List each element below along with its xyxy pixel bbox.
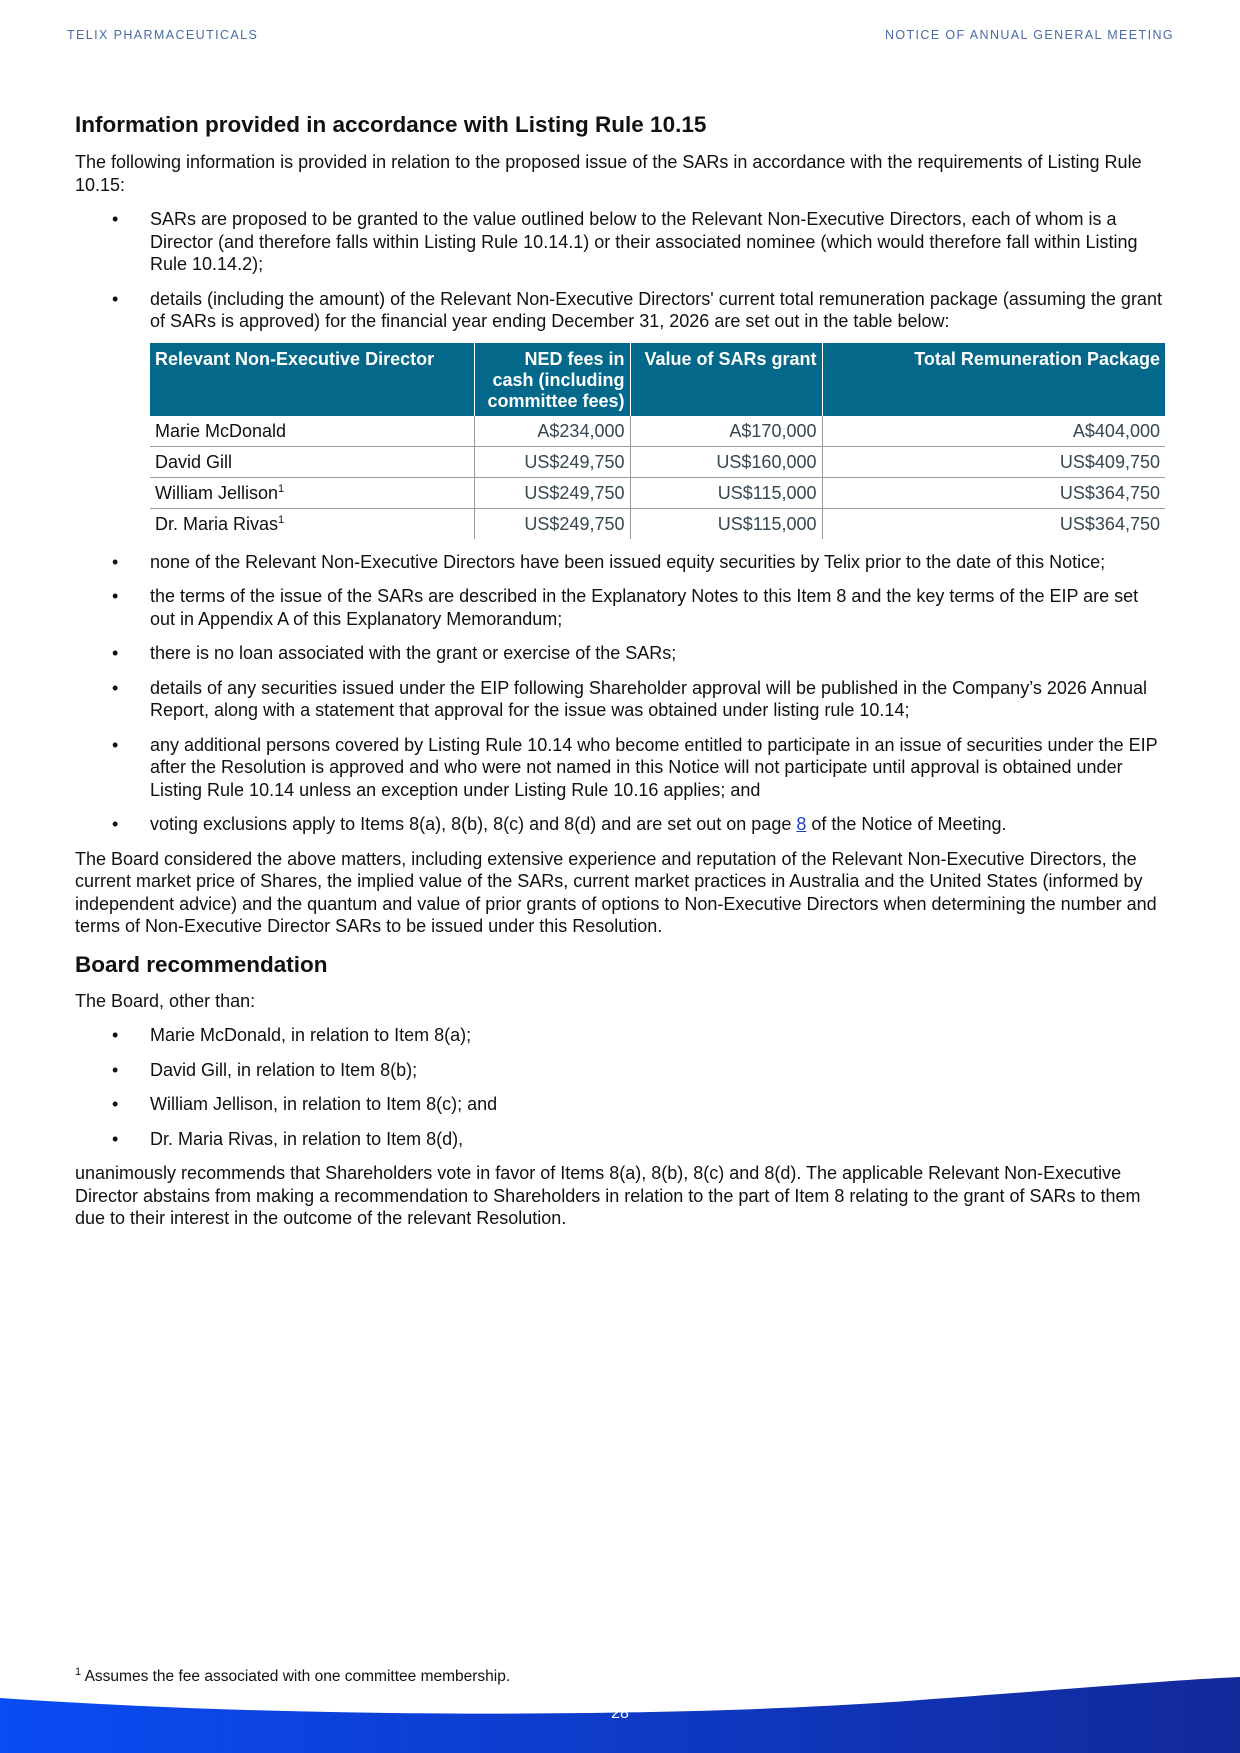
director-exception-list	[75, 1024, 1165, 1150]
sars-value-cell: US$115,000	[630, 477, 822, 508]
bullet-icon: •	[112, 1025, 119, 1045]
list-item	[75, 585, 1165, 630]
list-item	[75, 1093, 1165, 1116]
column-header-director: Relevant Non-Executive Director	[150, 343, 474, 416]
footnote: $^1$ Assumes the fee associated with one committee membership.	[75, 1665, 511, 1685]
bullet-icon: •	[112, 288, 119, 309]
list-item-text: the terms of the issue of the SARs are described in the Explanatory Notes to this Item 8 and the key terms of the EIP are set out in Appendix A of this Explanatory Memorandum;	[150, 586, 1139, 629]
ned-fees-cell: US$249,750	[474, 508, 630, 539]
bullet-icon: •	[112, 1094, 119, 1114]
section-heading-board-recommendation: Board recommendation	[75, 951, 328, 977]
bullet-icon: •	[112, 814, 119, 834]
footnote-marker: 1	[278, 482, 285, 495]
footnote-marker: 1	[278, 513, 285, 526]
ned-fees-cell: A$234,000	[474, 416, 630, 447]
director-name-cell: Dr. Maria Rivas$^1$	[155, 513, 285, 534]
list-item	[75, 642, 1165, 665]
board-intro-paragraph: The Board, other than:	[75, 990, 256, 1011]
list-item-text: William Jellison, in relation to Item 8(c); and	[150, 1094, 498, 1114]
total-cell: A$404,000	[822, 416, 1165, 447]
sars-value-cell: US$160,000	[630, 446, 822, 477]
list-item	[75, 1059, 1165, 1082]
list-item	[75, 677, 1165, 722]
section-heading-listing-rule: Information provided in accordance with Listing Rule 10.15	[75, 112, 707, 137]
list-item	[75, 208, 1165, 276]
list-item	[75, 288, 1165, 333]
board-considerations-paragraph: The Board considered the above matters, including extensive experience and reputation of the Relevant Non-Executive Directors, the current market price of Shares, the implied value of the SARs, current market practices in Australia and the United States (informed by independent advice) and the quantum and value of prior grants of options to Non-Executive Directors when determining the number and terms of Non-Executive Director SARs to be issued under this Resolution.	[75, 848, 1157, 936]
list-item-text: there is no loan associated with the grant or exercise of the SARs;	[150, 643, 677, 663]
remuneration-table	[150, 343, 1165, 539]
list-item	[75, 1024, 1165, 1047]
list-item-text: none of the Relevant Non-Executive Directors have been issued equity securities by Telix prior to the date of this Notice;	[150, 551, 1106, 572]
bullet-icon: •	[112, 643, 119, 663]
list-item	[75, 551, 1165, 574]
bullet-icon: •	[112, 1059, 119, 1080]
total-cell: US$409,750	[822, 446, 1165, 477]
list-item-text: any additional persons covered by Listing Rule 10.14 who become entitled to participate in an issue of securities under the EIP after the Resolution is approved and who were not named in this Notice will not participate until approval is obtained under Listing Rule 10.14 unless an exception under Listing Rule 10.16 applies; and	[150, 734, 1158, 800]
list-item-text: SARs are proposed to be granted to the value outlined below to the Relevant Non-Executive Directors, each of whom is a Director (and therefore falls within Listing Rule 10.14.1) or their associated nominee (which would therefore fall within Listing Rule 10.14.2);	[150, 209, 1138, 274]
director-name-cell: William Jellison$^1$	[150, 477, 474, 508]
bullet-icon: •	[112, 734, 119, 755]
ned-fees-cell: US$249,750	[474, 446, 630, 477]
column-header-ned-fees: NED fees in cash (including committee fees)	[474, 343, 630, 416]
footnote-marker: 1	[75, 1665, 82, 1678]
list-item	[75, 1128, 1165, 1151]
total-cell: US$364,750	[822, 477, 1165, 508]
running-header	[67, 28, 1174, 42]
column-header-sars-value: Value of SARs grant	[630, 343, 822, 416]
info-bullet-list-continued	[75, 551, 1165, 836]
total-cell: US$364,750	[822, 508, 1165, 539]
info-bullet-list	[75, 208, 1165, 333]
bullet-icon: •	[112, 677, 119, 698]
list-item-text: Marie McDonald, in relation to Item 8(a);	[150, 1025, 472, 1045]
director-name-cell: David Gill	[150, 446, 474, 477]
sars-value-cell: A$170,000	[630, 416, 822, 447]
table-row	[150, 446, 1165, 477]
ned-fees-cell: US$249,750	[474, 477, 630, 508]
header-company: TELIX PHARMACEUTICALS	[67, 28, 259, 42]
sars-value-cell: US$115,000	[630, 508, 822, 539]
header-document-title: NOTICE OF ANNUAL GENERAL MEETING	[884, 28, 1174, 42]
list-item-text: David Gill, in relation to Item 8(b);	[150, 1059, 418, 1080]
table-header-row	[150, 343, 1165, 416]
table-row	[150, 477, 1165, 508]
recommendation-paragraph: unanimously recommends that Shareholders vote in favor of Items 8(a), 8(b), 8(c) and 8(d). The applicable Relevant Non-Executive Director abstains from making a recommendation to Shareholders in relation to the part of Item 8 relating to the grant of SARs to them due to their interest in the outcome of the relevant Resolution.	[75, 1163, 1141, 1228]
list-item-text: Dr. Maria Rivas, in relation to Item 8(d),	[150, 1128, 464, 1149]
list-item-text: details (including the amount) of the Relevant Non-Executive Directors' current total remuneration package (assuming the grant of SARs is approved) for the financial year ending December 31, 2026 are set out in the table below:	[150, 288, 1162, 331]
bullet-icon: •	[112, 1128, 119, 1149]
list-item-voting-exclusions: • voting exclusions apply to Items 8(a), 8(b), 8(c) and 8(d) and are set out on page 8 of the Notice of Meeting.	[112, 814, 1007, 834]
page-number: 28	[611, 1705, 629, 1722]
page-8-link[interactable]: 8	[796, 814, 807, 834]
bullet-icon: •	[112, 586, 119, 606]
list-item	[75, 734, 1165, 802]
director-name-cell: Marie McDonald	[150, 416, 474, 447]
table-row	[150, 416, 1165, 447]
column-header-total: Total Remuneration Package	[822, 343, 1165, 416]
intro-paragraph: The following information is provided in relation to the proposed issue of the SARs in accordance with the requirements of Listing Rule 10.15:	[75, 152, 1142, 195]
bullet-icon: •	[112, 209, 119, 229]
table-row	[150, 508, 1165, 539]
page-content	[75, 112, 1165, 1242]
bullet-icon: •	[112, 551, 119, 572]
list-item-text: details of any securities issued under the EIP following Shareholder approval will be published in the Company’s 2026 Annual Report, along with a statement that approval for the issue was obtained under listing rule 10.14;	[150, 677, 1147, 720]
